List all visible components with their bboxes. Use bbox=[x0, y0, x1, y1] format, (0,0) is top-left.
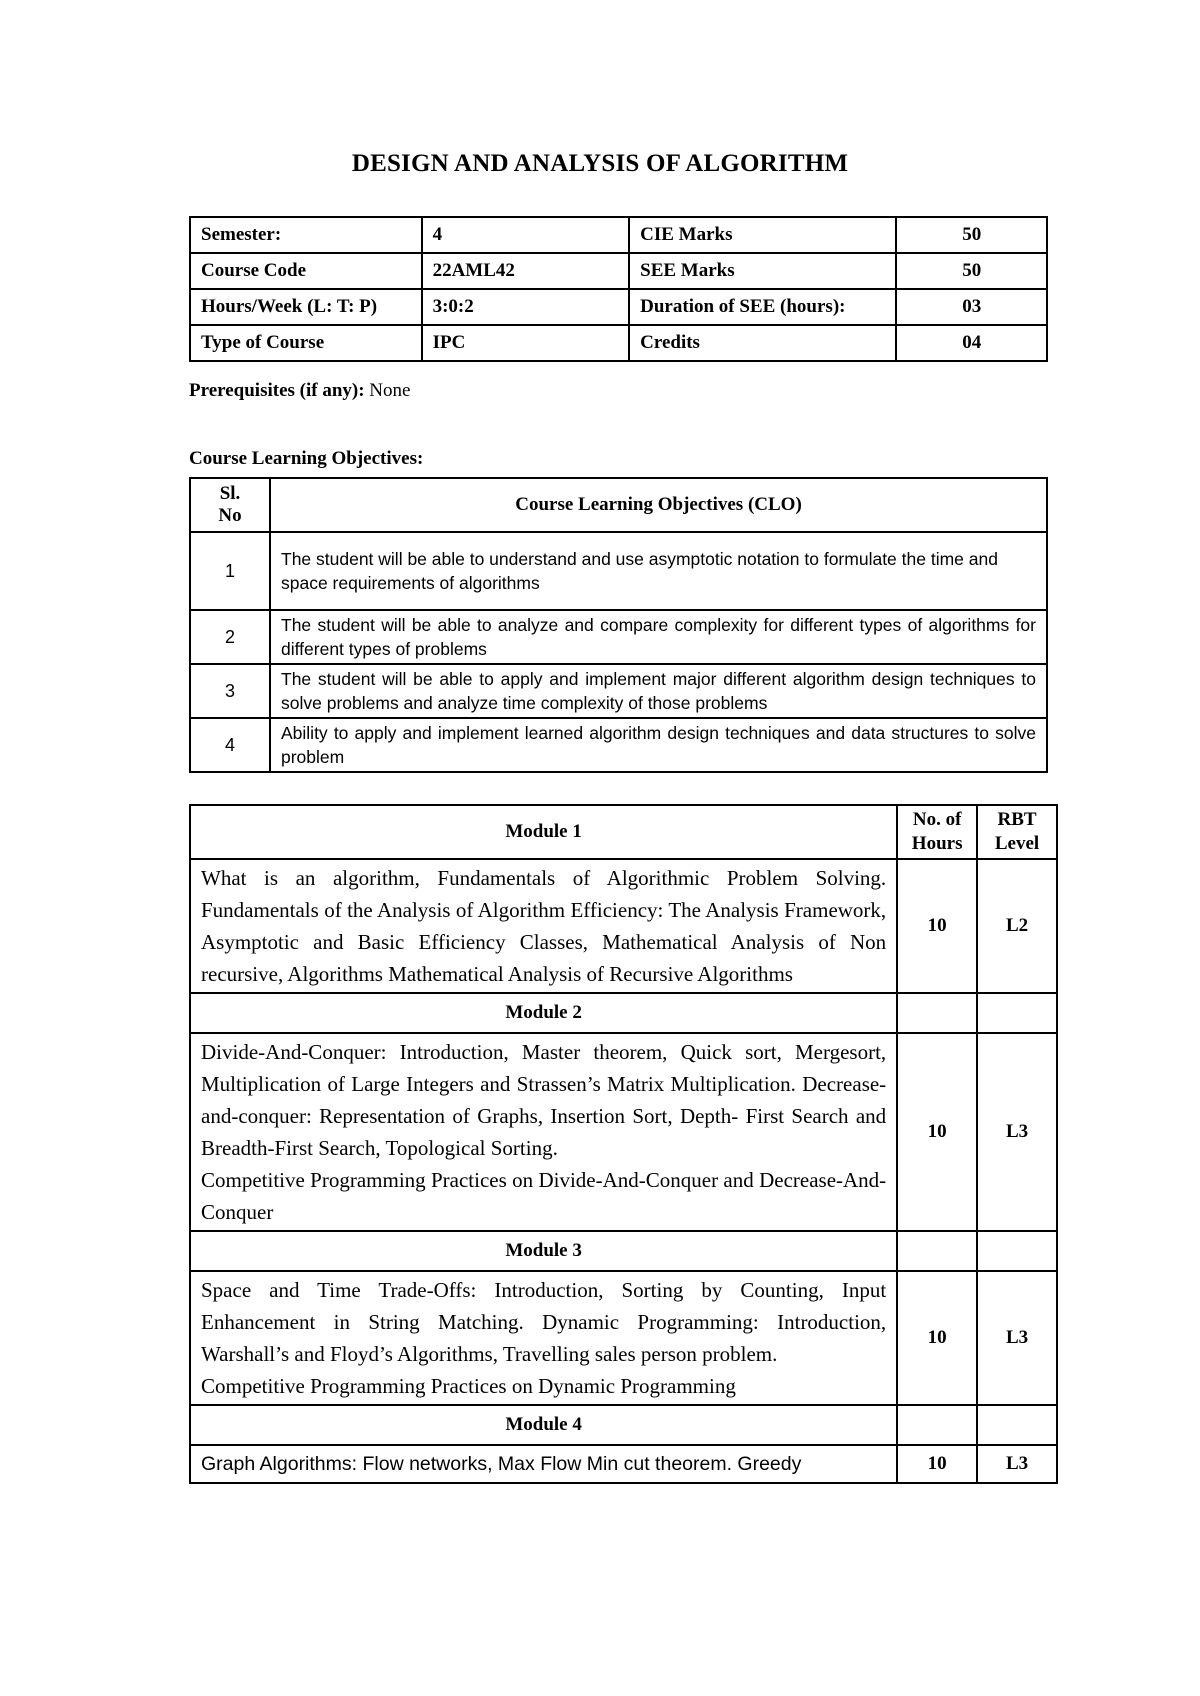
header-line: No. of bbox=[912, 809, 962, 830]
sl-no: 3 bbox=[190, 664, 270, 718]
module-title-row bbox=[190, 1405, 1057, 1445]
header-line: Level bbox=[994, 833, 1040, 854]
empty-cell bbox=[897, 1231, 977, 1271]
course-info-table bbox=[189, 216, 1048, 362]
info-value: 4 bbox=[422, 217, 630, 253]
module-title-row bbox=[190, 993, 1057, 1033]
clo-line: The student will be able to apply and implement major different algorithm design techniques to solve problems and analyze time complexity of those problems bbox=[281, 669, 1036, 713]
module-content bbox=[190, 859, 897, 993]
sl-no: 2 bbox=[190, 610, 270, 664]
module-hours: 10 bbox=[897, 859, 977, 993]
prerequisites-label: Prerequisites (if any): bbox=[189, 380, 365, 401]
clo-line: space requirements of algorithms bbox=[281, 573, 540, 593]
module-title: Module 4 bbox=[190, 1405, 897, 1445]
rbt-header bbox=[977, 805, 1057, 859]
info-label: CIE Marks bbox=[629, 217, 896, 253]
table-header-row bbox=[190, 805, 1057, 859]
module-content-row bbox=[190, 1271, 1057, 1405]
empty-cell bbox=[897, 1405, 977, 1445]
table-header-row bbox=[190, 478, 1047, 532]
table-row bbox=[190, 532, 1047, 610]
module-hours: 10 bbox=[897, 1033, 977, 1231]
module-rbt: L2 bbox=[977, 859, 1057, 993]
info-label: SEE Marks bbox=[629, 253, 896, 289]
module-content-row bbox=[190, 859, 1057, 993]
page-title: DESIGN AND ANALYSIS OF ALGORITHM bbox=[351, 150, 849, 177]
module-paragraph: What is an algorithm, Fundamentals of Algorithmic Problem Solving. Fundamentals of the Analysis of Algorithm Efficiency: The Analysis Framework, Asymptotic and Basic Efficiency Classes, Mathematical Analysis of Non recursive, Algorithms Mathematical Analysis of Recursive Algorithms bbox=[201, 866, 887, 986]
module-paragraph: Graph Algorithms: Flow networks, Max Flow Min cut theorem. Greedy bbox=[201, 1453, 802, 1475]
sl-no: 1 bbox=[190, 532, 270, 610]
empty-cell bbox=[897, 993, 977, 1033]
clo-header: Course Learning Objectives (CLO) bbox=[270, 478, 1047, 532]
info-value: 04 bbox=[896, 325, 1047, 361]
sl-no-header bbox=[190, 478, 270, 532]
table-row bbox=[190, 289, 1047, 325]
clo-text bbox=[270, 718, 1047, 772]
info-label: Semester: bbox=[190, 217, 422, 253]
module-content-row bbox=[190, 1445, 1057, 1483]
module-header: Module 1 bbox=[190, 805, 897, 859]
prerequisites bbox=[189, 380, 410, 402]
info-value: 50 bbox=[896, 253, 1047, 289]
module-paragraph: Competitive Programming Practices on Dynamic Programming bbox=[201, 1374, 736, 1398]
info-label: Course Code bbox=[190, 253, 422, 289]
hours-header bbox=[897, 805, 977, 859]
empty-cell bbox=[977, 1405, 1057, 1445]
info-value: IPC bbox=[422, 325, 630, 361]
info-value: 03 bbox=[896, 289, 1047, 325]
empty-cell bbox=[977, 993, 1057, 1033]
module-content bbox=[190, 1271, 897, 1405]
clo-text bbox=[270, 610, 1047, 664]
module-content-row bbox=[190, 1033, 1057, 1231]
module-rbt: L3 bbox=[977, 1033, 1057, 1231]
table-row bbox=[190, 664, 1047, 718]
clo-text bbox=[270, 664, 1047, 718]
module-title: Module 3 bbox=[190, 1231, 897, 1271]
header-line: Hours bbox=[911, 833, 963, 854]
clo-line: The student will be able to understand and use asymptotic notation to formulate the time and bbox=[281, 549, 998, 569]
clo-line: Ability to apply and implement learned algorithm design techniques and data structures to solve problem bbox=[281, 723, 1036, 767]
module-title: Module 2 bbox=[190, 993, 897, 1033]
header-line: No bbox=[218, 505, 242, 526]
table-row bbox=[190, 718, 1047, 772]
module-hours: 10 bbox=[897, 1271, 977, 1405]
clo-heading: Course Learning Objectives: bbox=[189, 448, 424, 469]
clo-table bbox=[189, 477, 1048, 773]
header-line: Sl. bbox=[219, 483, 241, 504]
info-label: Type of Course bbox=[190, 325, 422, 361]
info-value: 50 bbox=[896, 217, 1047, 253]
module-title-row bbox=[190, 1231, 1057, 1271]
info-value: 22AML42 bbox=[422, 253, 630, 289]
module-paragraph: Divide-And-Conquer: Introduction, Master theorem, Quick sort, Mergesort, Multiplication of Large Integers and Strassen’s Matrix Multiplication. Decrease-and-conquer: Representation of Graphs, Insertion Sort, Depth- First Search and Breadth-First Search, Topological Sorting. bbox=[201, 1040, 887, 1160]
module-content bbox=[190, 1033, 897, 1231]
module-paragraph: Competitive Programming Practices on Divide-And-Conquer and Decrease-And-Conquer bbox=[201, 1168, 887, 1224]
module-paragraph: Space and Time Trade-Offs: Introduction, Sorting by Counting, Input Enhancement in String Matching. Dynamic Programming: Introduction, Warshall’s and Floyd’s Algorithms, Travelling sales person problem. bbox=[201, 1278, 887, 1366]
table-row bbox=[190, 325, 1047, 361]
info-value: 3:0:2 bbox=[422, 289, 630, 325]
sl-no: 4 bbox=[190, 718, 270, 772]
module-rbt: L3 bbox=[977, 1445, 1057, 1483]
clo-text bbox=[270, 532, 1047, 610]
header-line: RBT bbox=[997, 809, 1037, 830]
table-row bbox=[190, 610, 1047, 664]
clo-line: The student will be able to analyze and compare complexity for different types of algorithms for different types of problems bbox=[281, 615, 1036, 659]
info-label: Credits bbox=[629, 325, 896, 361]
module-rbt: L3 bbox=[977, 1271, 1057, 1405]
empty-cell bbox=[977, 1231, 1057, 1271]
info-label: Hours/Week (L: T: P) bbox=[190, 289, 422, 325]
module-table bbox=[189, 804, 1058, 1484]
module-hours: 10 bbox=[897, 1445, 977, 1483]
module-content bbox=[190, 1445, 897, 1483]
prerequisites-value: None bbox=[364, 380, 411, 401]
info-label: Duration of SEE (hours): bbox=[629, 289, 896, 325]
table-row bbox=[190, 217, 1047, 253]
table-row bbox=[190, 253, 1047, 289]
